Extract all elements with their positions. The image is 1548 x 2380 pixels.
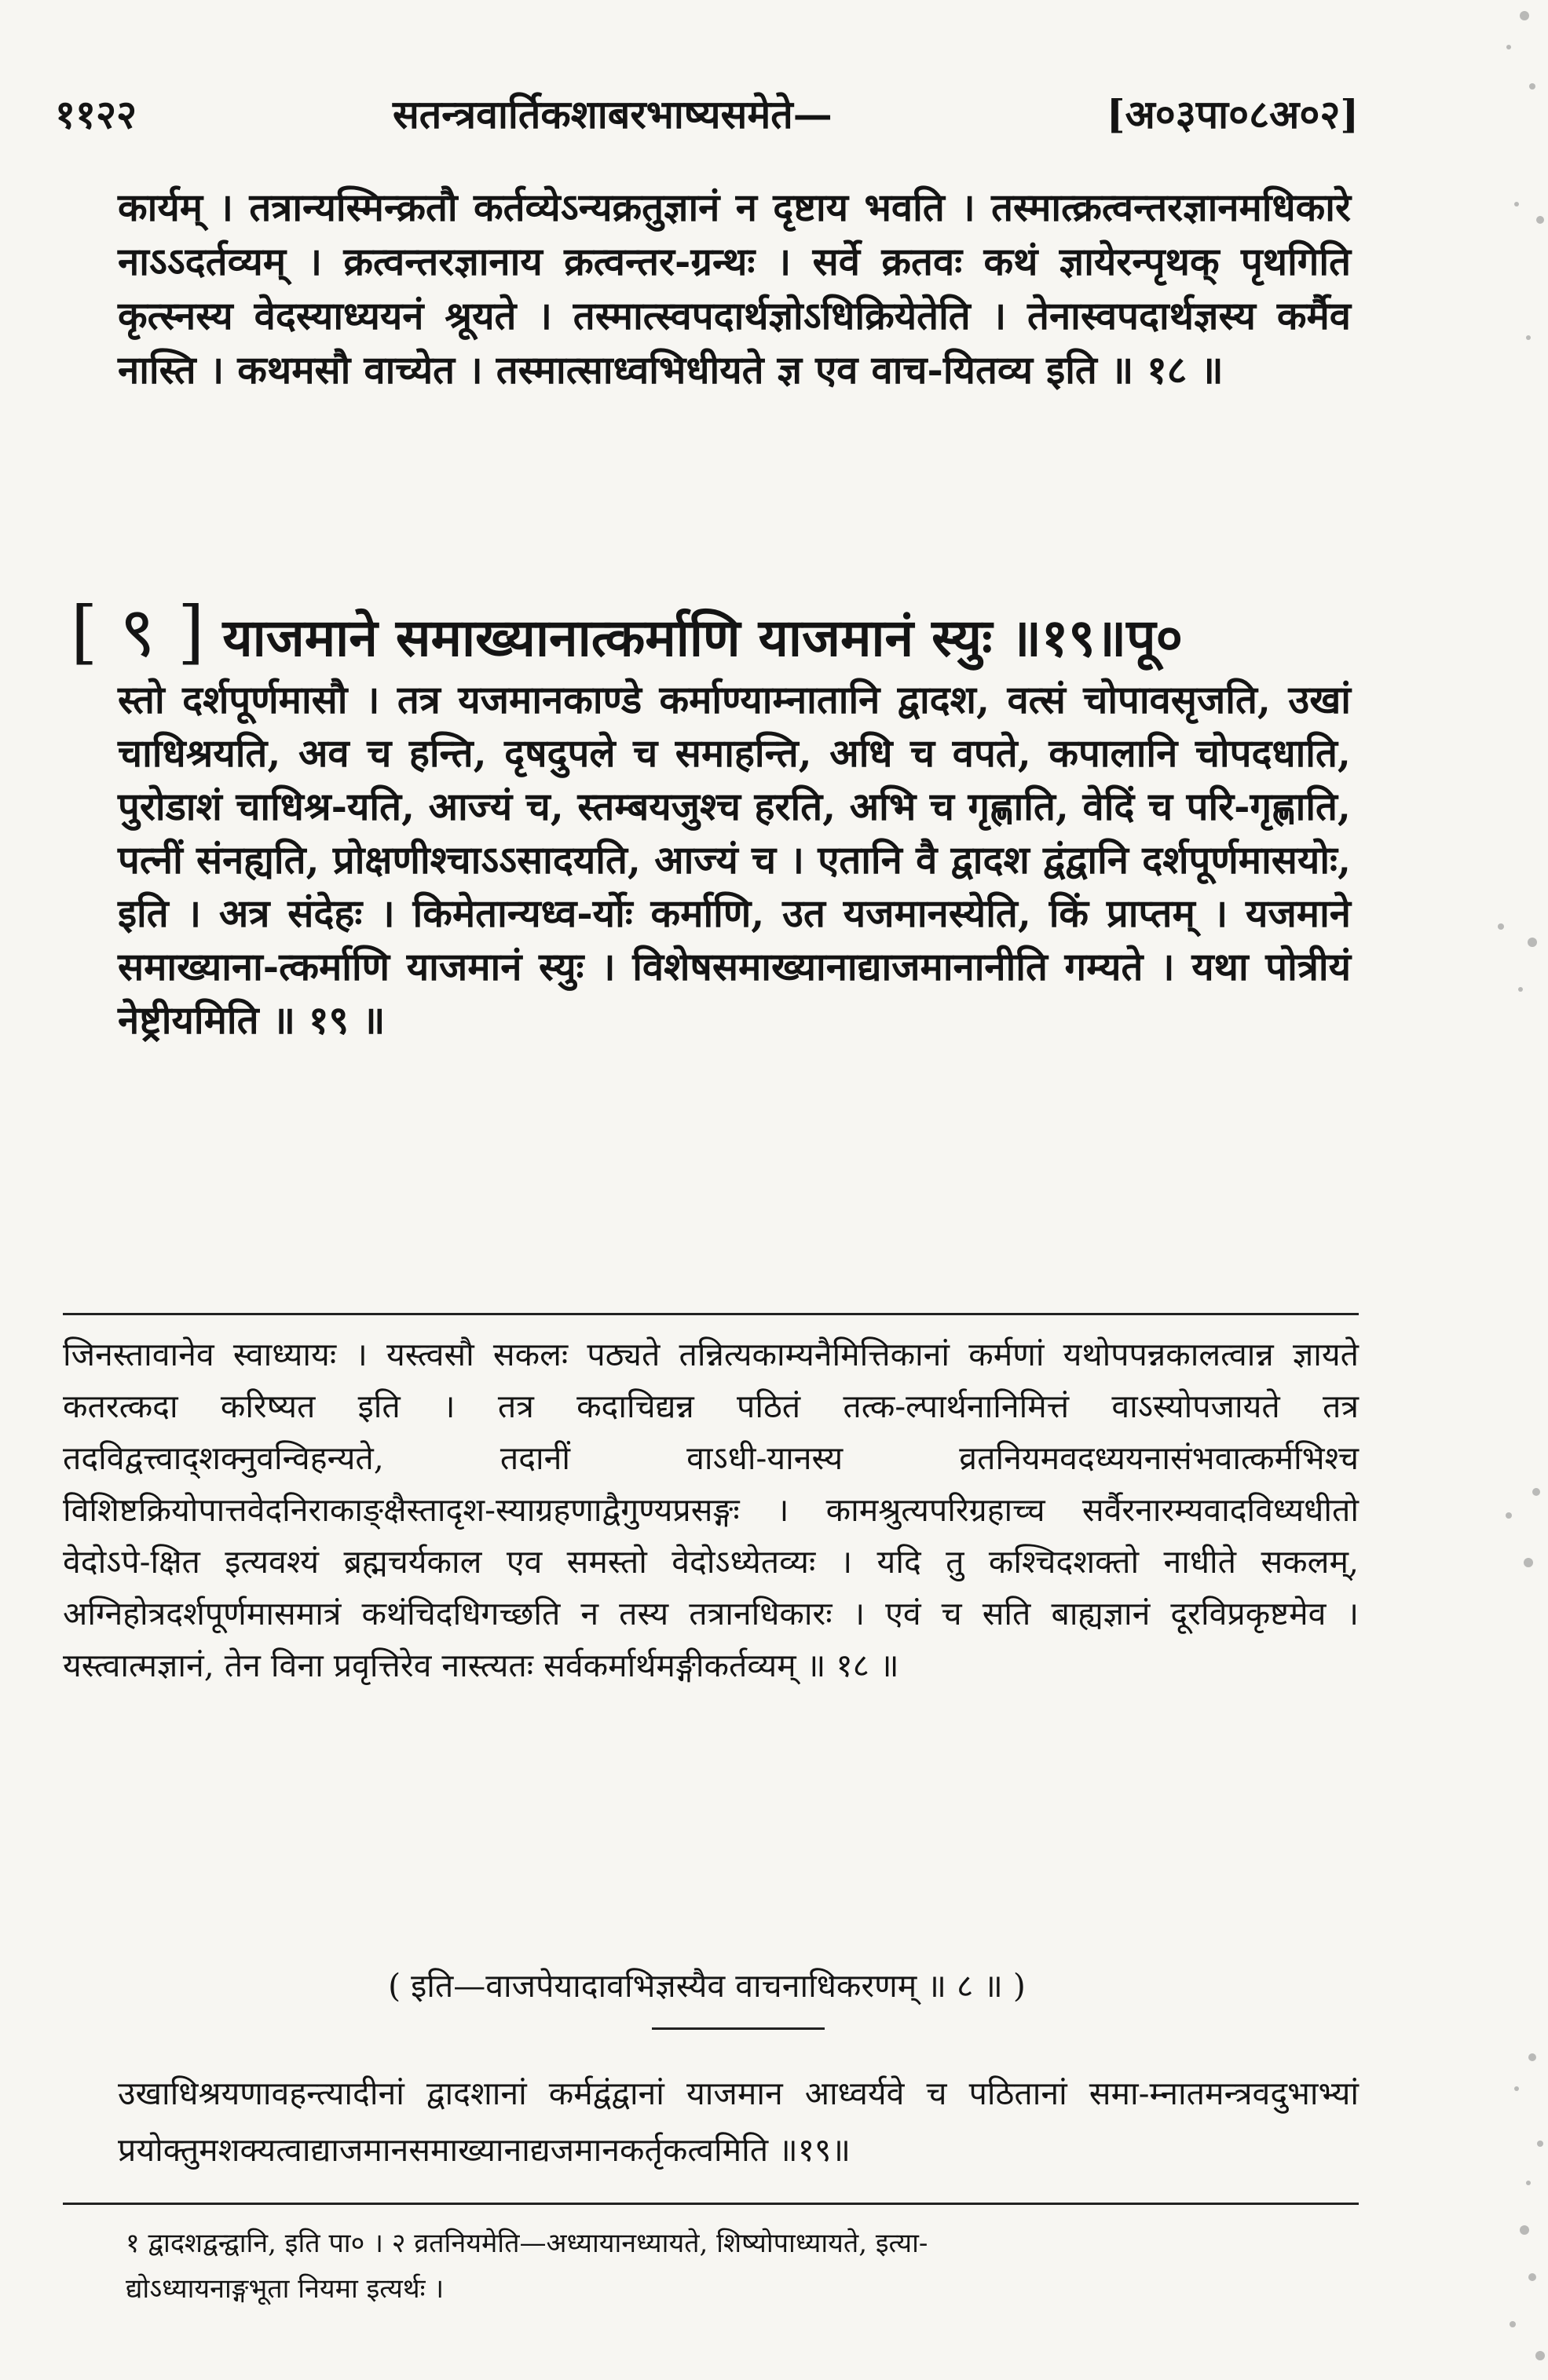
bhashya-text: स्तो दर्शपूर्णमासौ । तत्र यजमानकाण्डे कर्माण्याम्नातानि द्वादश, वत्सं चोपावसृजति, उखां चाधिश्रयति, अव च हन्ति, दृषदुपले च समाहन्ति, अधि च वपते, कपालानि चोपदधाति, पुरोडाशं चाधिश्र-यति, आज्यं च, स्तम्बयजुश्च हरति, अभि च गृह्णाति, वेदिं च परि-गृह्णाति, पत्नीं संनह्यति, प्रोक्षणीश्चाऽऽसादयति, आज्यं च । एतानि वै द्वादश द्वंद्वानि दर्शपूर्णमासयोः, इति । अत्र संदेहः । किमेतान्यध्व-र्योः कर्माणि, उत यजमानस्येति, किं प्राप्तम् । यजमाने समाख्याना-त्कर्माणि याजमानं स्युः । विशेषसमाख्यानाद्याजमानानीति गम्यते । यथा पोत्रीयं नेष्ट्रीयमिति ॥ १९ ॥ [118, 677, 1351, 1043]
adhikarana-colophon: ( इति—वाजपेयादावभिज्ञस्यैव वाचनाधिकरणम् ॥ ८ ॥ ) [388, 1967, 1026, 2005]
sutra-number: [ ९ ] [71, 591, 205, 672]
footnotes [126, 2221, 1359, 2312]
page-header [55, 86, 1359, 157]
sutra-section [71, 591, 1359, 1047]
short-divider [652, 2027, 825, 2030]
section-reference: [अ०३पा०८अ०२] [1106, 91, 1359, 137]
footnote-line: १ द्वादशद्वन्द्वानि, इति पा० । २ व्रतनियमेति—अध्यायानध्यायते, शिष्योपाध्यायते, इत्या- [126, 2228, 928, 2259]
bhashya-continuation: कार्यम् । तत्रान्यस्मिन्क्रतौ कर्तव्येऽन्यक्रतुज्ञानं न दृष्टाय भवति । तस्मात्क्रत्वन्तरज्ञानमधिकारे नाऽऽदर्तव्यम् । क्रत्वन्तरज्ञानाय क्रत्वन्तर-ग्रन्थः । सर्वे क्रतवः कथं ज्ञायेरन्पृथक् पृथगिति कृत्स्नस्य वेदस्याध्ययनं श्रूयते । तस्मात्स्वपदार्थज्ञोऽधिक्रियेतेति । तेनास्वपदार्थज्ञस्य कर्मैव नास्ति । कथमसौ वाच्येत । तस्मात्साध्वभिधीयते ज्ञ एव वाच-यितव्य इति ॥ १८ ॥ [118, 185, 1351, 393]
sutra-heading [71, 591, 1359, 673]
divider [63, 1313, 1359, 1315]
scan-edge-speckle [1454, 0, 1548, 2380]
sutra-text: याजमाने समाख्यानात्कर्माणि याजमानं स्युः ॥१९॥पू० [222, 607, 1183, 668]
running-title: सतन्त्रवार्तिकशाबरभाष्यसमेते— [393, 91, 833, 137]
footnote-divider [63, 2203, 1359, 2205]
commentary-note: उखाधिश्रयणावहन्त्यादीनां द्वादशानां कर्मद्वंद्वानां याजमान आध्वर्यवे च पठितानां समा-म्नातमन्त्रवदुभाभ्यां प्रयोक्तुमशक्यत्वाद्याजमानसमाख्यानाद्यजमानकर्तृकत्वमिति ॥१९॥ [118, 2075, 1359, 2169]
page [55, 47, 1359, 2340]
footnote-line: द्योऽध्यायनाङ्गभूता नियमा इत्यर्थः । [126, 2273, 445, 2305]
page-number: ११२२ [55, 91, 137, 137]
tantravartika-text: जिनस्तावानेव स्वाध्यायः । यस्त्वसौ सकलः पठ्यते तन्नित्यकाम्यनैमित्तिकानां कर्मणां यथोपपन्नकालत्वान्न ज्ञायते कतरत्कदा करिष्यत इति । तत्र कदाचिद्यन्न पठितं तत्क-ल्पार्थनानिमित्तं वाऽस्योपजायते तत्र तदविद्वत्त्वाद्शक्नुवन्विहन्यते, तदानीं वाऽधी-यानस्य व्रतनियमवदध्ययनासंभवात्कर्मभिश्च विशिष्टक्रियोपात्तवेदनिराकाङ्क्षैस्तादृश-स्याग्रहणाद्वैगुण्यप्रसङ्गः । कामश्रुत्यपरिग्रहाच्च सर्वैरनारम्यवादविध्यधीतो वेदोऽपे-क्षित इत्यवश्यं ब्रह्मचर्यकाल एव समस्तो वेदोऽध्येतव्यः । यदि तु कश्चिदशक्तो नाधीते सकलम्, अग्निहोत्रदर्शपूर्णमासमात्रं कथंचिदधिगच्छति न तस्य तत्रानधिकारः । एवं च सति बाह्यज्ञानं दूरविप्रकृष्टमेव । यस्त्वात्मज्ञानं, तेन विना प्रवृत्तिरेव नास्त्यतः सर्वकर्मार्थमङ्गीकर्तव्यम् ॥ १८ ॥ [63, 1336, 1359, 1684]
